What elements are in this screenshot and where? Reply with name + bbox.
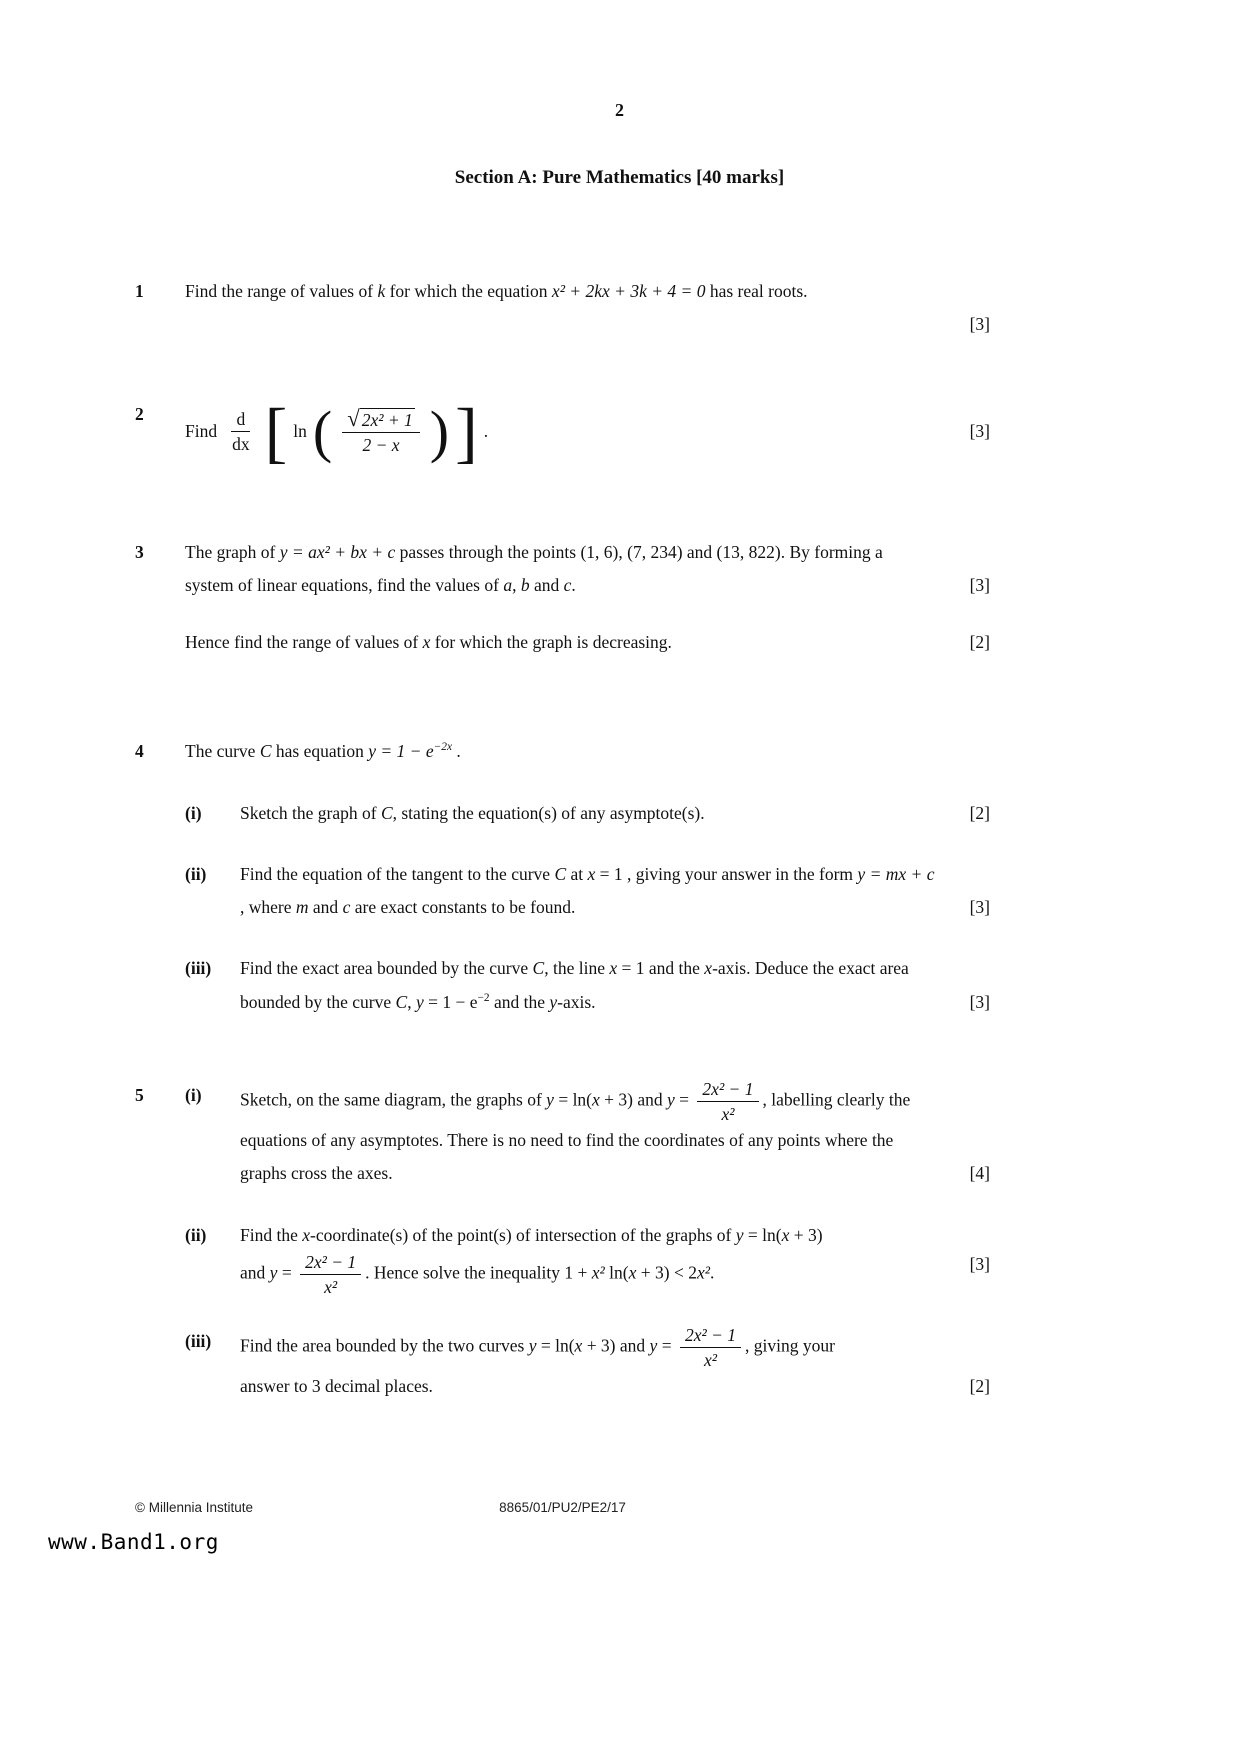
radical-sign: √ [347,406,360,432]
text-run: Find the area bounded by the two curves y = ln(x + 3) and y = [240,1335,676,1356]
question-part-ii [185,1219,990,1298]
question-2 [135,393,990,470]
fraction-numerator: 2x² − 1 [697,1079,758,1102]
fraction-numerator: d [231,409,250,432]
marks-badge: [3] [969,420,990,441]
fraction-d-dx [227,409,255,454]
paper-code: 8865/01/PU2/PE2/17 [499,1500,626,1515]
question-number: 3 [135,541,144,562]
question-body [185,275,990,342]
watermark-text: www.Band1.org [48,1530,219,1554]
fraction-denominator: 2 − x [362,435,400,455]
find-label: Find [185,421,218,441]
fraction-numerator: 2x² − 1 [300,1252,361,1275]
marks-badge: [2] [969,632,990,652]
fraction [697,1079,758,1124]
question-part-iii [185,1325,990,1404]
marks-badge: [3] [969,897,990,917]
marks-badge: [3] [969,1253,990,1274]
ln-function-label: ln [293,421,307,441]
question-part-iii [185,952,990,1019]
question-body [185,1079,990,1404]
question-body [185,536,990,660]
text-line [240,1252,935,1297]
part-text: Find the equation of the tangent to the curve C at x = 1 , giving your answer in the form y = mx + c , where m and c are exact constants to be found. [240,863,935,917]
part-text [240,1325,990,1404]
left-paren: ( [312,398,333,464]
text-line: answer to 3 decimal places. [240,1376,433,1397]
part-label: (i) [185,802,202,823]
part-label: (iii) [185,958,212,979]
question-text: The graph of y = ax² + bx + c passes through the points (1, 6), (7, 234) and (13, 822). By forming a system of linear equations, find the values of a, b and c. [185,541,883,595]
text-line [240,1325,935,1370]
question-part-i [185,1079,990,1191]
left-bracket: [ [264,393,288,470]
part-label: (i) [185,1084,202,1105]
marks-badge: [4] [969,1163,990,1184]
radicand: 2x² + 1 [361,409,413,430]
copyright-text: © Millennia Institute [135,1500,253,1515]
part-text: Sketch the graph of C, stating the equation(s) of any asymptote(s). [240,802,705,823]
fraction [680,1325,741,1370]
question-paragraph [185,626,990,659]
right-paren: ) [429,398,450,464]
question-5 [135,1079,990,1404]
fraction-denominator: x² [703,1350,717,1371]
fraction-denominator: dx [232,434,250,454]
fraction-numerator: 2x² − 1 [680,1325,741,1348]
fraction-numerator [342,408,420,433]
period: . [483,421,489,441]
question-number: 4 [135,741,144,762]
question-number: 2 [135,403,144,424]
question-3 [135,536,990,660]
part-label: (ii) [185,863,207,884]
questions-area [135,275,990,1404]
question-part-i [185,797,990,830]
text-line: Find the x-coordinate(s) of the point(s) of intersection of the graphs of y = ln(x + 3) [240,1224,823,1245]
marks-badge: [3] [969,314,990,335]
fraction-denominator: x² [324,1276,338,1297]
part-label: (ii) [185,1224,207,1245]
fraction-denominator: x² [721,1103,735,1124]
part-text [240,1219,990,1298]
question-body [185,735,990,1019]
marks-badge: [3] [969,574,990,595]
fraction [300,1252,361,1297]
question-text: Hence find the range of values of x for which the graph is decreasing. [185,632,672,652]
question-intro: The curve C has equation $y = 1 - e^{-2x}$ . [185,741,461,762]
text-run: , labelling clearly the equations of any asymptotes. There is no need to find the coordinates of any points where the graphs cross the axes. [240,1089,911,1184]
marks-badge: [3] [969,991,990,1012]
math-expression [185,393,489,470]
marks-badge: [2] [969,1376,990,1397]
part-text: Find the exact area bounded by the curve C, the line x = 1 and the x-axis. Deduce the exact area bounded by the curve C, $y = 1 - e^{-2}$ and the y-axis. [240,958,909,1012]
text-run: Sketch, on the same diagram, the graphs of y = ln(x + 3) and y = [240,1089,694,1110]
right-bracket: ] [455,393,478,470]
part-label: (iii) [185,1331,212,1351]
fraction-sqrt [342,408,420,455]
page-number: 2 [615,100,624,120]
question-4 [135,735,990,1019]
text-run: . Hence solve the inequality 1 + x² ln(x + 3) < 2x². [365,1262,715,1283]
part-text [240,1079,990,1191]
question-body [185,393,990,470]
text-run: and y = [240,1262,297,1283]
question-text: Find the range of values of k for which the equation x² + 2kx + 3k + 4 = 0 has real roots. [185,281,808,301]
question-part-ii [185,858,990,925]
text-run: , giving your [745,1335,835,1356]
question-number: 5 [135,1084,144,1105]
question-number: 1 [135,281,144,301]
section-title: Section A: Pure Mathematics [40 marks] [454,167,785,188]
question-paragraph [185,536,990,603]
marks-badge: [2] [969,802,990,823]
question-1 [135,275,990,342]
